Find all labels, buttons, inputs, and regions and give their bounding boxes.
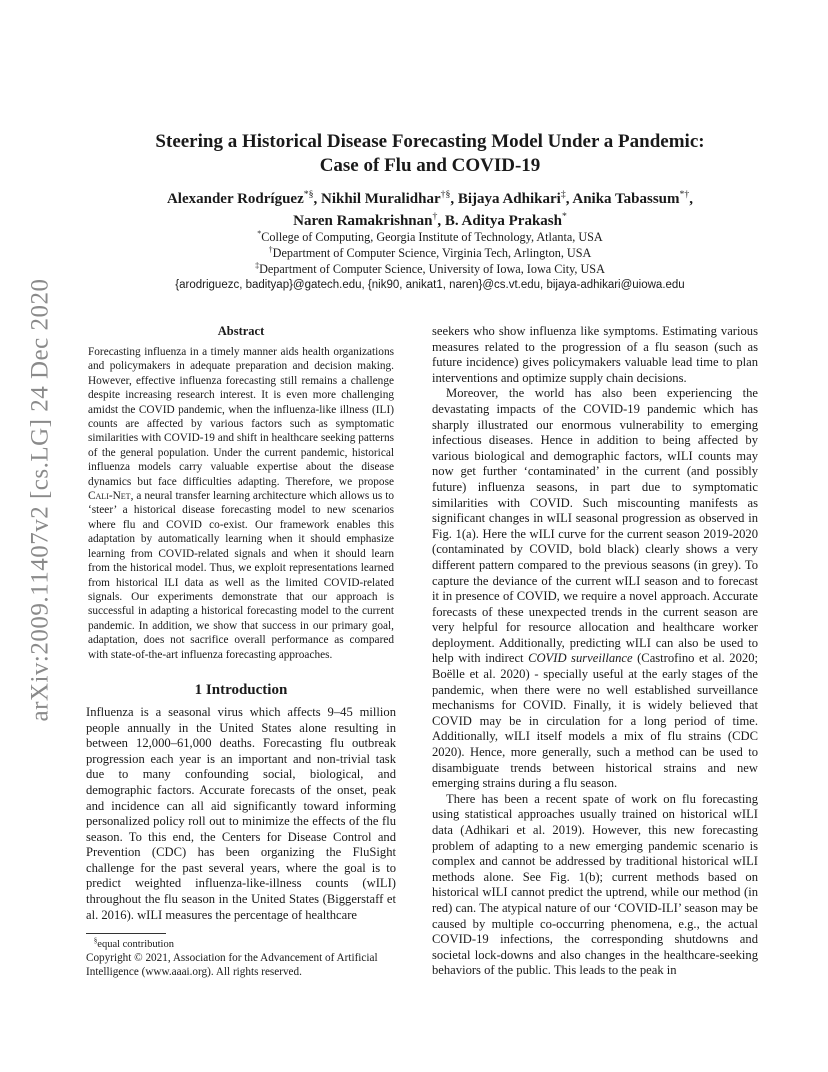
author-separator: , [437,213,445,229]
author-name: Bijaya Adhikari [457,191,561,207]
affiliation-text: College of Computing, Georgia Institute of Technology, Atlanta, USA [261,230,603,244]
affiliation-mark: † [268,244,273,254]
author-mark: †§ [440,189,451,200]
intro-paragraph-2 [432,386,758,791]
author-mark: ‡ [560,189,566,200]
author-separator: , [450,191,458,207]
author-name: Anika Tabassum [572,191,680,207]
affiliation [110,261,750,277]
paragraph-text-pre: Moreover, the world has also been experiencing the devastating impacts of the COVID-19 pandemic which has sharply illustrated our enormous vulnerability to emerging infectious diseases. Hence in addition to being affected by various biological and demographic factors, wILI counts may now get further ‘contaminated’ in the current (and possibly future) influenza seasons, in part due to symptomatic similarities with COVID. Such miscounting manifests as significant changes in wILI seasonal progression as observed in Fig. 1(a). Here the wILI curve for the current season 2019-2020 (contaminated by COVID, bold black) clearly shows a very different pattern compared to the previous seasons (in grey). To capture the deviance of the current wILI season and to forecast it in presence of COVID, we require a novel approach. Accurate forecasts of these unexpected trends in the current season are very helpful for resource allocation and healthcare worker deployment. Additionally, predicting wILI can also be used to help with indirect [432,386,758,666]
author-emails: {arodriguezc, badityap}@gatech.edu, {nik90, anikat1, naren}@cs.vt.edu, bijaya-adhikari@uiowa.edu [175,279,685,291]
affiliation-text: Department of Computer Science, Virginia Tech, Arlington, USA [272,246,592,260]
section-heading-introduction: 1 Introduction [194,681,288,698]
affiliation-mark: ‡ [255,260,260,270]
footnote-mark: § [93,937,98,945]
arxiv-id-text: arXiv:2009.11407v2 [cs.LG] 24 Dec 2020 [26,278,53,722]
title-line-2: Case of Flu and COVID-19 [319,155,541,176]
intro-paragraph-1: Influenza is a seasonal virus which affects 9–45 million people annually in the United States alone resulting in between 12,000–61,000 deaths. Forecasting flu outbreak progression each year is an important and non-trivial task due to many confounding social, biological, and demographic factors. Accurate forecasts of the onset, peak and incidence can all aid significantly toward informing personalized policy roll out to minimize the effects of the flu season. To this end, the Centers for Disease Control and Prevention (CDC) has been organizing the FluSight challenge for the past several years, where the goal is to predict weighted influenza-like-illness counts (wILI) throughout the flu season in the United States (Biggerstaff et al. 2016). wILI measures the percentage of healthcare [86,704,396,922]
right-column [432,324,758,979]
paragraph-text-post: (Castrofino et al. 2020; Boëlle et al. 2020) - specially useful at the early stages of the pandemic, when there were no well established surveillance mechanisms for COVID. Finally, it is widely believed that COVID may be in circulation for a long period of time. Additionally, wILI itself models a mix of flu strains (CDC 2020). Hence, more generally, such a method can be used to disambiguate trends between historical strains and new emerging strains during a flu season. [432,651,758,791]
author-separator: , [313,191,321,207]
title-line-1: Steering a Historical Disease Forecasting Model Under a Pandemic: [155,131,705,152]
paper-title [110,130,750,178]
footnote-text: equal contribution [97,939,174,951]
emphasized-term: COVID surveillance [528,651,633,666]
affiliations [110,229,750,293]
footnote [86,938,396,951]
author-mark: * [561,211,567,222]
author-line-1 [110,188,750,210]
copyright-notice: Copyright © 2021, Association for the Advancement of Artificial Intelligence (www.aaai.org). All rights reserved. [86,952,378,979]
affiliation-text: Department of Computer Science, University of Iowa, Iowa City, USA [259,262,605,276]
author-name: Nikhil Muralidhar [321,191,441,207]
author-separator: , [689,191,694,207]
author-name: Alexander Rodríguez [166,191,304,207]
intro-paragraph-3: There has been a recent spate of work on flu forecasting using statistical approaches usually trained on historical wILI data (Adhikari et al. 2019). However, this new forecasting problem of adapting to a new emerging pandemic scenario is complex and cannot be addressed by traditional historical wILI methods alone. See Fig. 1(b); current methods based on historical wILI cannot predict the uptrend, while our method (in red) can. The atypical nature of our ‘COVID-ILI’ season may be caused by multiple co-occurring phenomena, e.g., the actual COVID-19 infections, the corresponding shutdowns and societal lock-downs and also changes in the healthcare-seeking behaviors of the public. This leads to the peak in [432,791,758,978]
abstract-body [86,345,396,662]
left-column [86,324,396,979]
affiliation [110,245,750,261]
arxiv-identifier [20,278,60,722]
footnote-divider [86,933,166,934]
author-list [110,188,750,232]
author-mark: *§ [303,189,314,200]
author-name: B. Aditya Prakash [444,213,562,229]
affiliation [110,229,750,245]
intro-paragraph-continued: seekers who show influenza like symptoms. Estimating various measures related to the progression of a flu season (such as future incidence) gives policymakers valuable lead time to plan interventions and optimize supply chain decisions. [432,324,758,385]
author-name: Naren Ramakrishnan [293,213,433,229]
abstract-text-post: , a neural transfer learning architecture which allows us to ‘steer’ a historical disease forecasting model to new scenarios where flu and COVID co-exist. Our framework enables this adaptation by automatically learning when it should emphasize learning from COVID-related signals and when it should learn from the historical model. Thus, we exploit representations learned from historical ILI data as well as the limited COVID-related signals. Our experiments demonstrate that our approach is successful in adapting a historical forecasting model to the current pandemic. In addition, we show that success in our primary goal, adaptation, does not sacrifice overall performance as compared with state-of-the-art influenza forecasting approaches. [88,490,394,661]
abstract-text-pre: Forecasting influenza in a timely manner aids health organizations and policymakers in adequate preparation and decision making. However, effective influenza forecasting still remains a challenge despite increasing research interest. It is even more challenging amidst the COVID pandemic, when the influenza-like illness (ILI) counts are affected by various factors such as symptomatic similarities with COVID-19 and shift in healthcare seeking patterns of the general population. Under the current pandemic, historical influenza models carry valuable expertise about the disease dynamics but face difficulties adapting. Therefore, we propose [88,346,394,488]
author-separator: , [565,191,573,207]
method-name: Cali-Net [88,490,131,503]
abstract-heading: Abstract [217,324,265,338]
author-mark: † [432,211,438,222]
affiliation-mark: * [257,228,262,238]
author-mark: *† [679,189,690,200]
